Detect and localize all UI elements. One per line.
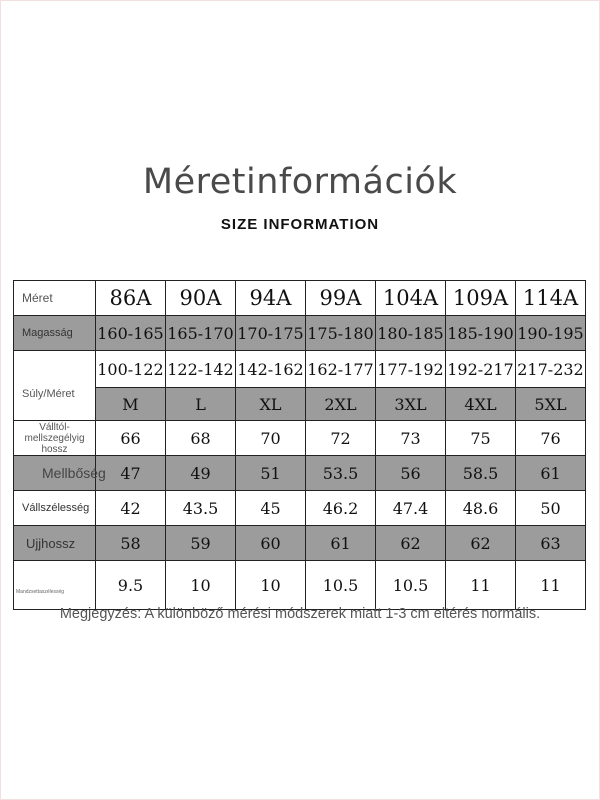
- page-title: Méretinformációk: [142, 162, 458, 202]
- row-label: Ujjhossz: [14, 526, 96, 561]
- row-label: Súly/Méret: [14, 351, 96, 421]
- table-cell: 61: [306, 526, 376, 561]
- table-cell: 4XL: [446, 388, 516, 421]
- table-cell: 61: [516, 456, 586, 491]
- table-cell: 72: [306, 421, 376, 456]
- table-cell: 114A: [516, 281, 586, 316]
- table-cell: 99A: [306, 281, 376, 316]
- row-label: Válltól-mellszegélyig hossz: [14, 421, 96, 456]
- table-row-weight: [14, 351, 586, 388]
- row-label: Magasság: [14, 316, 96, 351]
- table-cell: 142-162: [236, 351, 306, 388]
- table-cell: 51: [236, 456, 306, 491]
- table-cell: 47.4: [376, 491, 446, 526]
- table-cell: 9.5: [96, 561, 166, 610]
- measurement-note: Megjegyzés: A különböző mérési módszerek miatt 1-3 cm eltérés normális.: [59, 606, 541, 622]
- table-row-height: [14, 316, 586, 351]
- table-cell: 10: [236, 561, 306, 610]
- table-cell: 165-170: [166, 316, 236, 351]
- table-cell: 66: [96, 421, 166, 456]
- table-cell: 11: [446, 561, 516, 610]
- table-cell: 190-195: [516, 316, 586, 351]
- table-cell: 2XL: [306, 388, 376, 421]
- table-cell: 162-177: [306, 351, 376, 388]
- table-cell: 185-190: [446, 316, 516, 351]
- table-cell: L: [166, 388, 236, 421]
- table-cell: 75: [446, 421, 516, 456]
- table-cell: 177-192: [376, 351, 446, 388]
- table-cell: 217-232: [516, 351, 586, 388]
- table-cell: 58.5: [446, 456, 516, 491]
- table-cell: 10: [166, 561, 236, 610]
- table-cell: 180-185: [376, 316, 446, 351]
- table-cell: M: [96, 388, 166, 421]
- table-cell: 5XL: [516, 388, 586, 421]
- table-cell: 42: [96, 491, 166, 526]
- table-cell: 76: [516, 421, 586, 456]
- table-cell: 122-142: [166, 351, 236, 388]
- table-cell: 53.5: [306, 456, 376, 491]
- row-label: Mellbőség: [14, 456, 96, 491]
- table-cell: 45: [236, 491, 306, 526]
- table-cell: 49: [166, 456, 236, 491]
- table-cell: 10.5: [376, 561, 446, 610]
- table-cell: 62: [376, 526, 446, 561]
- table-cell: 50: [516, 491, 586, 526]
- table-cell: 100-122: [96, 351, 166, 388]
- table-row-sleeve: [14, 526, 586, 561]
- table-cell: 104A: [376, 281, 446, 316]
- table-cell: 58: [96, 526, 166, 561]
- table-cell: 59: [166, 526, 236, 561]
- table-row-chest: [14, 456, 586, 491]
- row-label: Mandzsettaszélesség: [14, 561, 96, 610]
- table-cell: 56: [376, 456, 446, 491]
- table-cell: 70: [236, 421, 306, 456]
- table-cell: 170-175: [236, 316, 306, 351]
- table-cell: 3XL: [376, 388, 446, 421]
- table-cell: 46.2: [306, 491, 376, 526]
- table-cell: 86A: [96, 281, 166, 316]
- table-row-length: [14, 421, 586, 456]
- table-cell: 63: [516, 526, 586, 561]
- table-cell: 10.5: [306, 561, 376, 610]
- row-label: Méret: [14, 281, 96, 316]
- table-cell: 60: [236, 526, 306, 561]
- table-row-size: [14, 281, 586, 316]
- table-row-letter-size: [14, 388, 586, 421]
- table-cell: 43.5: [166, 491, 236, 526]
- table-cell: 62: [446, 526, 516, 561]
- table-cell: 94A: [236, 281, 306, 316]
- row-label: Vállszélesség: [14, 491, 96, 526]
- table-cell: 11: [516, 561, 586, 610]
- table-cell: 48.6: [446, 491, 516, 526]
- table-cell: 90A: [166, 281, 236, 316]
- table-cell: 175-180: [306, 316, 376, 351]
- table-cell: 68: [166, 421, 236, 456]
- table-cell: 47: [96, 456, 166, 491]
- table-cell: 73: [376, 421, 446, 456]
- table-row-shoulder: [14, 491, 586, 526]
- page-subtitle: SIZE INFORMATION: [220, 216, 380, 233]
- table-row-cuff: [14, 561, 586, 610]
- size-table: [13, 280, 586, 610]
- table-cell: 109A: [446, 281, 516, 316]
- table-cell: 160-165: [96, 316, 166, 351]
- table-cell: XL: [236, 388, 306, 421]
- table-cell: 192-217: [446, 351, 516, 388]
